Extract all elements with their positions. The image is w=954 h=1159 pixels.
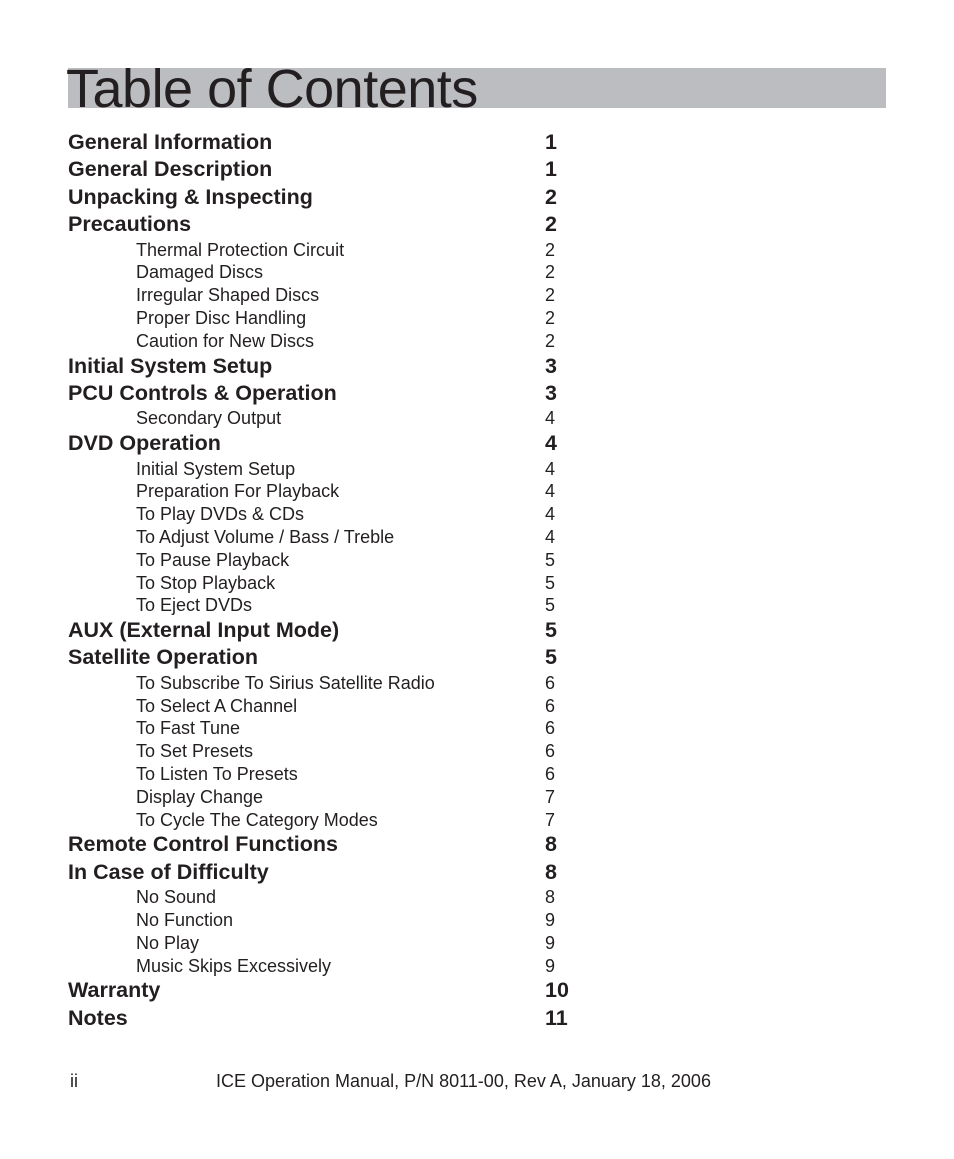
- toc-section: [68, 831, 588, 858]
- toc-entry-page: 4: [545, 481, 556, 502]
- toc-entry-label: Irregular Shaped Discs: [136, 285, 320, 306]
- toc-entry-page: 5: [545, 595, 556, 616]
- toc-entry-page: 6: [545, 695, 556, 716]
- toc-entry-label: To Play DVDs & CDs: [136, 504, 305, 525]
- toc-section: [68, 380, 588, 407]
- toc-section: [68, 353, 588, 380]
- toc-entry-page: 3: [545, 380, 557, 405]
- toc-subsection: [68, 909, 588, 932]
- toc-entry-label: Warranty: [68, 978, 161, 1003]
- toc-entry-label: To Fast Tune: [136, 718, 241, 739]
- toc-entry-label: Proper Disc Handling: [136, 307, 307, 328]
- toc-subsection: [68, 330, 588, 353]
- toc-entry-page: 2: [545, 285, 556, 306]
- toc-subsection: [68, 480, 588, 503]
- toc-entry-label: Music Skips Excessively: [136, 955, 332, 976]
- toc-entry-page: 4: [545, 408, 556, 429]
- toc-entry-page: 3: [545, 353, 557, 378]
- toc-subsection: [68, 740, 588, 763]
- toc-entry-label: To Pause Playback: [136, 549, 290, 570]
- toc-entry-label: To Stop Playback: [136, 572, 276, 593]
- toc-entry-label: Display Change: [136, 786, 264, 807]
- toc-entry-label: PCU Controls & Operation: [68, 380, 337, 405]
- toc-entry-label: Initial System Setup: [136, 458, 296, 479]
- toc-section: [68, 211, 588, 238]
- toc-section: [68, 1005, 588, 1032]
- toc-subsection: [68, 672, 588, 695]
- toc-subsection: [68, 594, 588, 617]
- toc-subsection: [68, 786, 588, 809]
- toc-entry-label: General Information: [68, 130, 273, 154]
- toc-entry-page: 2: [545, 262, 556, 283]
- toc-entry-label: Secondary Output: [136, 408, 282, 429]
- toc-entry-page: 8: [545, 859, 557, 884]
- toc-subsection: [68, 549, 588, 572]
- toc-entry-label: To Listen To Presets: [136, 764, 298, 785]
- toc-section: [68, 859, 588, 886]
- toc-entry-label: Preparation For Playback: [136, 481, 340, 502]
- toc-subsection: [68, 503, 588, 526]
- toc-entry-label: Remote Control Functions: [68, 832, 338, 857]
- toc-subsection: [68, 307, 588, 330]
- toc-entry-page: 2: [545, 239, 556, 260]
- toc-subsection: [68, 458, 588, 481]
- toc-entry-page: 9: [545, 932, 556, 953]
- toc-entry-page: 4: [545, 504, 556, 525]
- toc-subsection: [68, 407, 588, 430]
- toc-entry-label: Satellite Operation: [68, 645, 258, 670]
- footer-page-number: ii: [70, 1071, 78, 1091]
- toc-entry-label: Initial System Setup: [68, 353, 273, 378]
- toc-entry-label: No Function: [136, 910, 234, 931]
- toc-entry-page: 9: [545, 910, 556, 931]
- toc-entry-page: 6: [545, 741, 556, 762]
- toc-section: [68, 129, 588, 156]
- toc-subsection: [68, 763, 588, 786]
- toc-entry-page: 5: [545, 618, 557, 643]
- toc-entry-page: 1: [545, 157, 557, 182]
- toc-entry-page: 2: [545, 330, 556, 351]
- toc-entry-label: To Select A Channel: [136, 695, 298, 716]
- toc-subsection: [68, 695, 588, 718]
- toc-subsection: [68, 239, 588, 262]
- toc-entry-page: 2: [545, 184, 557, 209]
- toc-entry-label: In Case of Difficulty: [68, 859, 269, 884]
- toc-entry-page: 4: [545, 431, 557, 456]
- toc-entry-page: 9: [545, 955, 556, 976]
- toc-entry-label: To Cycle The Category Modes: [136, 809, 378, 830]
- toc-section: [68, 617, 588, 644]
- toc-subsection: [68, 572, 588, 595]
- footer-document-info: ICE Operation Manual, P/N 8011-00, Rev A, January 18, 2006: [216, 1071, 711, 1091]
- toc-entry-page: 7: [545, 809, 556, 830]
- toc-entry-label: Unpacking & Inspecting: [68, 184, 313, 209]
- toc-entry-page: 8: [545, 832, 557, 857]
- toc-entry-page: 10: [545, 978, 569, 1003]
- toc-entry-label: Precautions: [68, 212, 192, 237]
- toc-entry-page: 2: [545, 212, 557, 237]
- toc-subsection: [68, 526, 588, 549]
- toc-subsection: [68, 932, 588, 955]
- toc-entry-page: 4: [545, 458, 556, 479]
- toc-section: [68, 977, 588, 1004]
- toc-entry-page: 5: [545, 549, 556, 570]
- toc-entry-label: Caution for New Discs: [136, 330, 315, 351]
- toc-subsection: [68, 284, 588, 307]
- toc-section: [68, 156, 588, 183]
- toc-entry-page: 2: [545, 307, 556, 328]
- toc-entry-label: To Subscribe To Sirius Satellite Radio: [136, 672, 435, 693]
- toc-entry-page: 5: [545, 572, 556, 593]
- toc-entry-page: 4: [545, 526, 556, 547]
- toc-entry-label: To Set Presets: [136, 741, 254, 762]
- page-title: Table of Contents: [66, 59, 478, 119]
- toc-section: [68, 644, 588, 671]
- toc-subsection: [68, 955, 588, 978]
- toc-section: [68, 184, 588, 211]
- toc-subsection: [68, 886, 588, 909]
- table-of-contents: [68, 129, 588, 1032]
- toc-entry-page: 7: [545, 786, 556, 807]
- toc-entry-page: 6: [545, 672, 556, 693]
- toc-entry-label: AUX (External Input Mode): [68, 618, 340, 643]
- toc-entry-label: Thermal Protection Circuit: [136, 239, 345, 260]
- toc-entry-label: To Eject DVDs: [136, 595, 253, 616]
- toc-entry-label: To Adjust Volume / Bass / Treble: [136, 526, 395, 547]
- toc-entry-label: Damaged Discs: [136, 262, 264, 283]
- toc-section: [68, 430, 588, 457]
- toc-subsection: [68, 717, 588, 740]
- toc-entry-label: DVD Operation: [68, 431, 221, 456]
- toc-entry-label: No Sound: [136, 887, 217, 908]
- toc-entry-page: 11: [545, 1005, 568, 1030]
- toc-entry-page: 8: [545, 887, 556, 908]
- toc-subsection: [68, 809, 588, 832]
- toc-entry-label: Notes: [68, 1005, 128, 1030]
- toc-entry-page: 5: [545, 645, 557, 670]
- toc-entry-page: 6: [545, 764, 556, 785]
- toc-entry-label: General Description: [68, 157, 273, 182]
- toc-entry-label: No Play: [136, 932, 200, 953]
- toc-entry-page: 1: [545, 130, 557, 154]
- toc-entry-page: 6: [545, 718, 556, 739]
- toc-subsection: [68, 261, 588, 284]
